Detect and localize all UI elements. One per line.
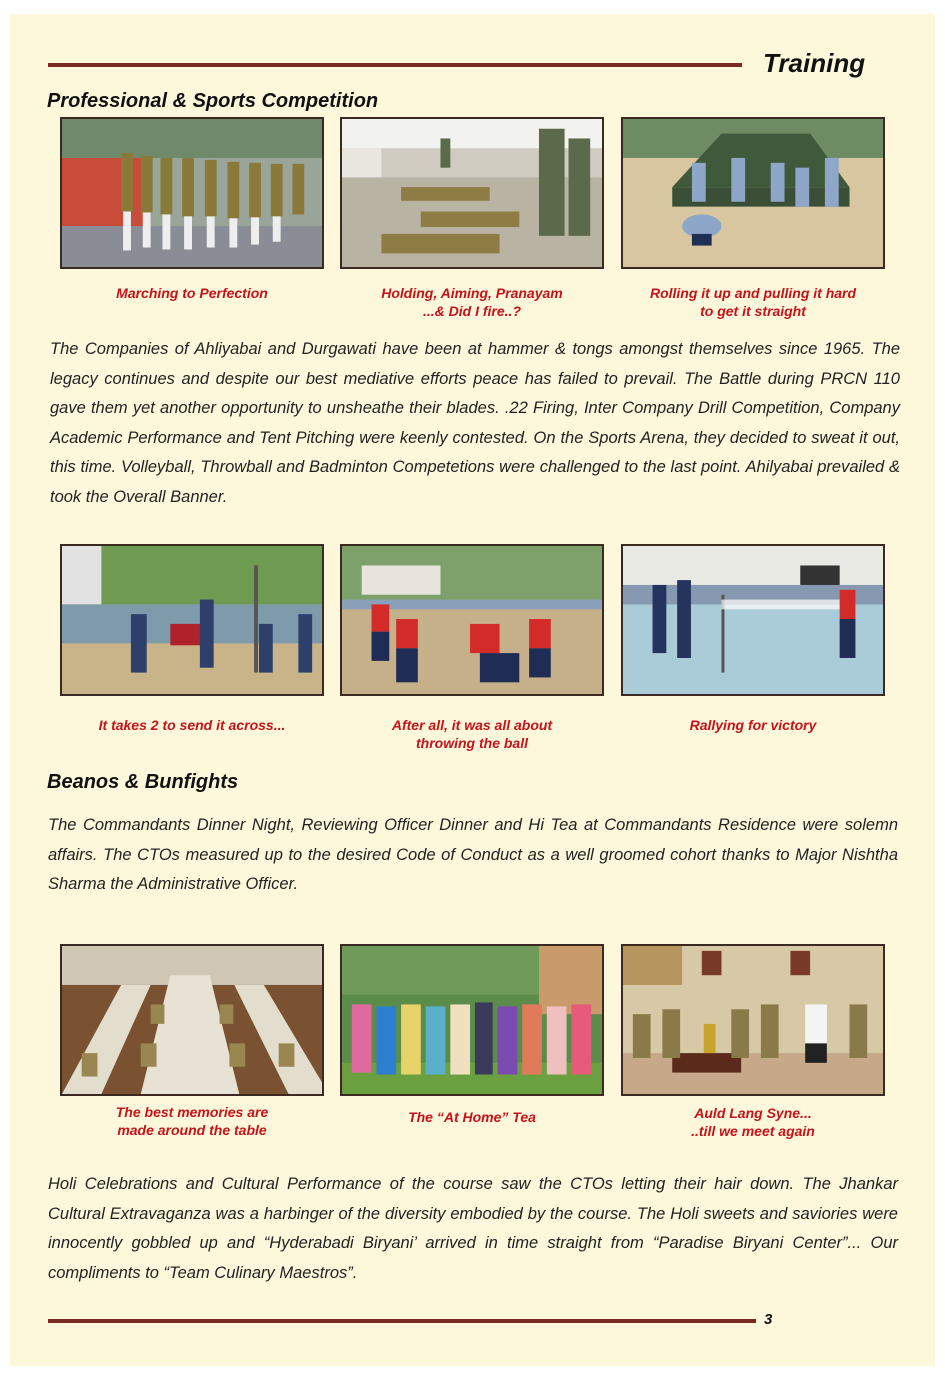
photo-auld-lang-syne xyxy=(621,944,885,1096)
photo-at-home-tea xyxy=(340,944,604,1096)
caption-at-home-tea xyxy=(341,1108,603,1126)
page-number: 3 xyxy=(764,1311,773,1328)
caption-line: ...& Did I fire..? xyxy=(422,303,521,319)
section-heading-competition: Professional & Sports Competition xyxy=(47,90,379,112)
caption-dinner xyxy=(61,1103,323,1139)
section-heading-beanos: Beanos & Bunfights xyxy=(47,771,239,793)
section-title: Training xyxy=(763,48,866,78)
photo-dinner xyxy=(60,944,324,1096)
caption-line: After all, it was all about xyxy=(391,717,553,733)
beanos-paragraph: The Commandants Dinner Night, Reviewing Officer Dinner and Hi Tea at Commandants Residence were solemn affairs. The CTOs measured up to the desired Code of Conduct as a well groomed cohort thanks to Major Nishtha Sharma the Administrative Officer. xyxy=(48,816,898,893)
caption-line: Holding, Aiming, Pranayam xyxy=(381,285,563,301)
caption-line: Auld Lang Syne... xyxy=(694,1105,812,1121)
footer-rule xyxy=(48,1319,756,1323)
photo-tent xyxy=(621,117,885,269)
competition-paragraph: The Companies of Ahliyabai and Durgawati have been at hammer & tongs amongst themselves since 1965. The legacy continues and despite our best mediative efforts peace has failed to prevail. The Battle during PRCN 110 gave them yet another opportunity to unsheathe their blades. .22 Firing, Inter Company Drill Competition, Company Academic Performance and Tent Pitching were keenly contested. On the Sports Arena, they decided to sweat it out, this time. Volleyball, Throwball and Badminton Competetions were challenged to the last point. Ahilyabai prevailed & took the Overall Banner. xyxy=(50,340,900,506)
caption-line: Marching to Perfection xyxy=(116,285,268,301)
caption-tent xyxy=(622,284,884,320)
caption-line: made around the table xyxy=(117,1122,267,1138)
caption-line: Rallying for victory xyxy=(689,717,817,733)
caption-line: Rolling it up and pulling it hard xyxy=(649,285,857,301)
caption-line: The “At Home” Tea xyxy=(408,1109,536,1125)
photo-volleyball xyxy=(60,544,324,696)
photo-firing xyxy=(340,117,604,269)
caption-auld-lang-syne xyxy=(622,1104,884,1140)
caption-line: The best memories are xyxy=(115,1104,269,1120)
caption-firing xyxy=(341,284,603,320)
caption-line: It takes 2 to send it across... xyxy=(98,717,286,733)
caption-line: to get it straight xyxy=(700,303,806,319)
holi-paragraph: Holi Celebrations and Cultural Performance of the course saw the CTOs letting their hair down. The Jhankar Cultural Extravaganza was a harbinger of the diversity embodied by the course. The Holi sweets and saviories were innocently gobbled up and “Hyderabadi Biryani’ arrived in time straight from “Paradise Biryani Center”... Our compliments to “Team Culinary Maestros”. xyxy=(48,1175,898,1282)
caption-volleyball xyxy=(61,716,323,734)
photo-marching xyxy=(60,117,324,269)
header-rule xyxy=(48,63,742,67)
caption-throwball xyxy=(341,716,603,752)
caption-marching xyxy=(61,284,323,302)
photo-throwball xyxy=(340,544,604,696)
caption-line: ..till we meet again xyxy=(691,1123,815,1139)
caption-line: throwing the ball xyxy=(416,735,528,751)
photo-badminton xyxy=(621,544,885,696)
caption-badminton xyxy=(622,716,884,734)
